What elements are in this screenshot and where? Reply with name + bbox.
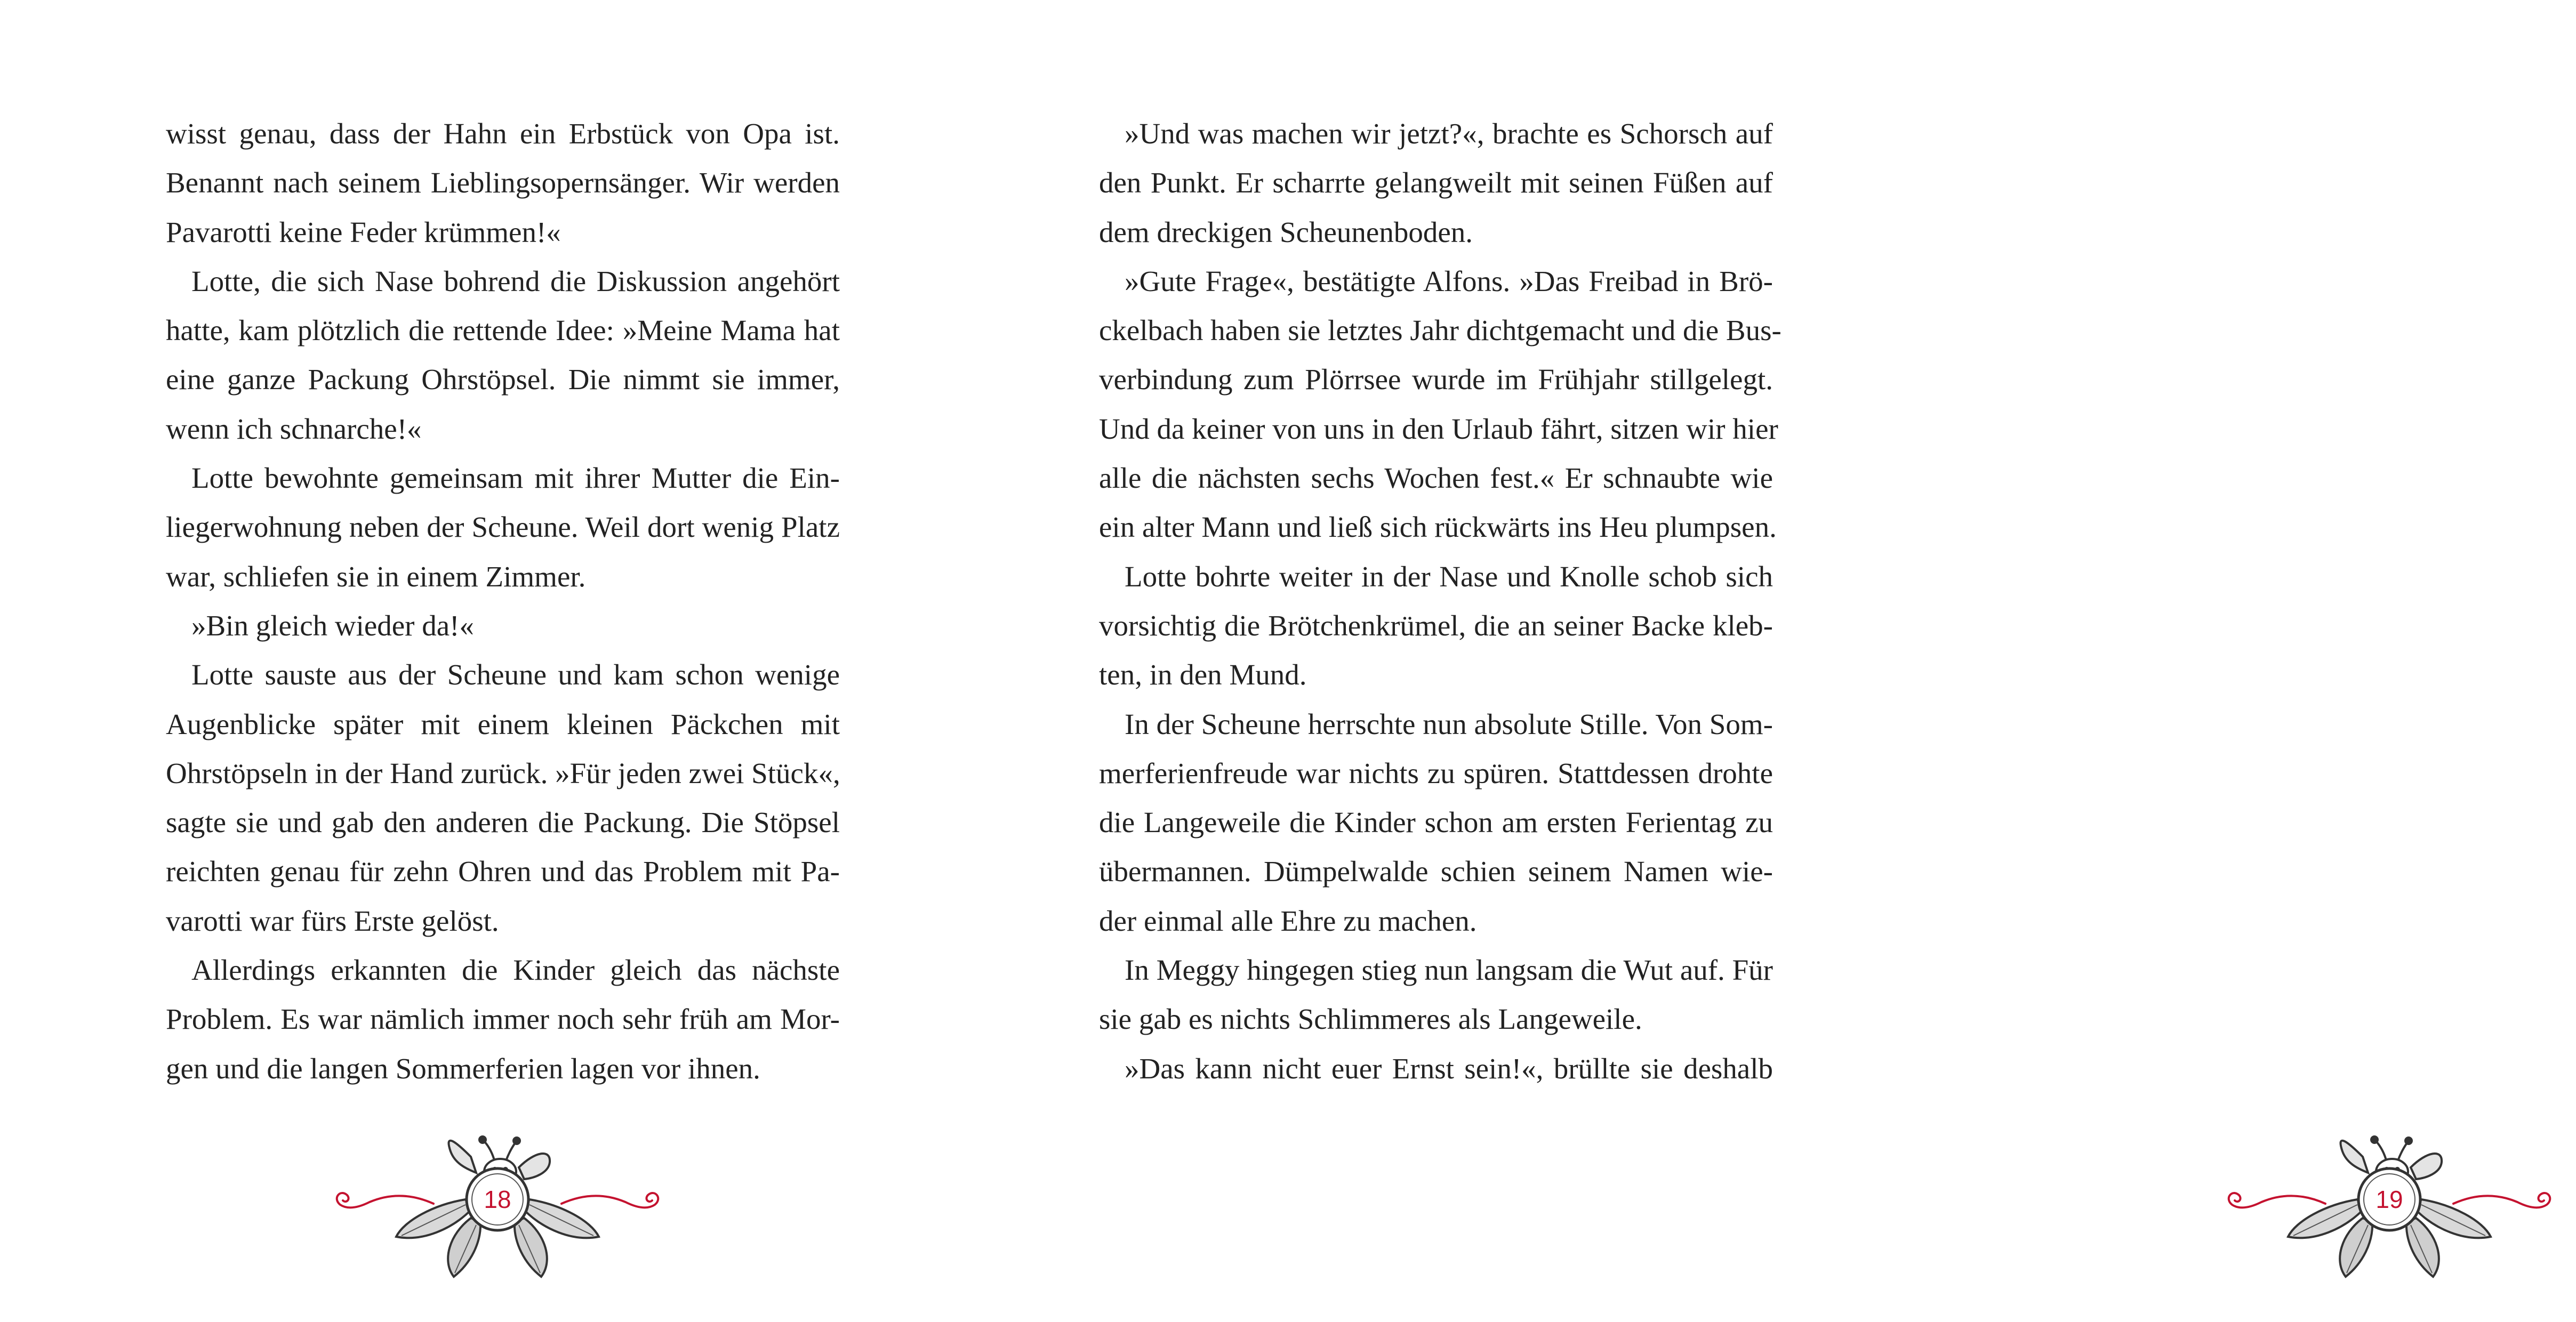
left-page	[0, 0, 957, 1322]
text-line: der einmal alle Ehre zu machen.	[1099, 904, 1477, 937]
text-line: hatte, kam plötzlich die rettende Idee: »Meine Mama hat	[166, 314, 840, 347]
text-line: vorsichtig die Brötchenkrümel, die an seiner Backe kleb-	[1099, 609, 1773, 642]
page-number: 18	[484, 1186, 511, 1213]
left-page-text	[166, 109, 840, 1093]
text-line: Benannt nach seinem Lieblingsopernsänger. Wir werden	[166, 166, 840, 199]
text-line: sie gab es nichts Schlimmeres als Langeweile.	[1099, 1003, 1642, 1036]
text-line: Und da keiner von uns in den Urlaub fährt, sitzen wir hier	[1099, 412, 1778, 445]
text-line: »Das kann nicht euer Ernst sein!«, brüllte sie deshalb	[1125, 1052, 1773, 1085]
text-line: ein alter Mann und ließ sich rückwärts ins Heu plumpsen.	[1099, 511, 1777, 544]
swirl-left-icon	[337, 1193, 434, 1207]
text-line: Lotte sauste aus der Scheune und kam schon wenige	[191, 658, 840, 691]
text-line: Allerdings erkannten die Kinder gleich das nächste	[191, 954, 840, 987]
text-line: gen und die langen Sommerferien lagen vor ihnen.	[166, 1052, 760, 1085]
text-line: In Meggy hingegen stieg nun langsam die Wut auf. Für	[1125, 954, 1773, 987]
swirl-right-icon	[2453, 1193, 2550, 1207]
text-line: Lotte bewohnte gemeinsam mit ihrer Mutter die Ein-	[191, 462, 840, 495]
text-line: Ohrstöpseln in der Hand zurück. »Für jeden zwei Stück«,	[166, 756, 840, 789]
text-line: ckelbach haben sie letztes Jahr dichtgemacht und die Bus-	[1099, 314, 1781, 347]
text-line: Problem. Es war nämlich immer noch sehr früh am Mor-	[166, 1003, 840, 1036]
text-line: den Punkt. Er scharrte gelangweilt mit seinen Füßen auf	[1099, 166, 1773, 199]
text-line: Lotte, die sich Nase bohrend die Diskussion angehört	[191, 264, 840, 297]
text-line: »Gute Frage«, bestätigte Alfons. »Das Freibad in Brö-	[1125, 264, 1773, 297]
text-line: Pavarotti keine Feder krümmen!«	[166, 215, 561, 248]
text-line: alle die nächsten sechs Wochen fest.« Er schnaubte wie	[1099, 462, 1773, 495]
text-line: merferienfreude war nichts zu spüren. Stattdessen drohte	[1099, 756, 1773, 789]
text-line: eine ganze Packung Ohrstöpsel. Die nimmt sie immer,	[166, 363, 840, 396]
swirl-left-icon	[2229, 1193, 2325, 1207]
page-number-ornament	[2203, 1130, 2576, 1301]
text-line: übermannen. Dümpelwalde schien seinem Namen wie-	[1099, 855, 1773, 888]
right-page-text	[1099, 109, 1781, 1093]
page-number: 19	[2376, 1186, 2403, 1213]
text-line: »Und was machen wir jetzt?«, brachte es Schorsch auf	[1125, 117, 1773, 150]
swirl-right-icon	[561, 1193, 658, 1207]
text-line: wisst genau, dass der Hahn ein Erbstück von Opa ist.	[166, 117, 840, 150]
text-line: »Bin gleich wieder da!«	[191, 609, 474, 642]
text-line: Lotte bohrte weiter in der Nase und Knolle schob sich	[1125, 560, 1773, 593]
text-line: sagte sie und gab den anderen die Packung. Die Stöpsel	[166, 806, 840, 839]
right-page	[957, 0, 2403, 1322]
text-line: dem dreckigen Scheunenboden.	[1099, 215, 1473, 248]
text-line: die Langeweile die Kinder schon am ersten Ferientag zu	[1099, 806, 1773, 839]
text-line: varotti war fürs Erste gelöst.	[166, 904, 499, 937]
text-line: verbindung zum Plörrsee wurde im Frühjahr stillgelegt.	[1099, 363, 1773, 396]
text-line: ten, in den Mund.	[1099, 658, 1307, 691]
page-number-ornament	[311, 1130, 684, 1301]
text-line: war, schliefen sie in einem Zimmer.	[166, 560, 586, 593]
text-line: liegerwohnung neben der Scheune. Weil dort wenig Platz	[166, 511, 840, 544]
text-line: Augenblicke später mit einem kleinen Päckchen mit	[166, 707, 840, 740]
text-line: reichten genau für zehn Ohren und das Problem mit Pa-	[166, 855, 840, 888]
text-line: In der Scheune herrschte nun absolute Stille. Von Som-	[1125, 707, 1773, 740]
text-line: wenn ich schnarche!«	[166, 412, 422, 445]
